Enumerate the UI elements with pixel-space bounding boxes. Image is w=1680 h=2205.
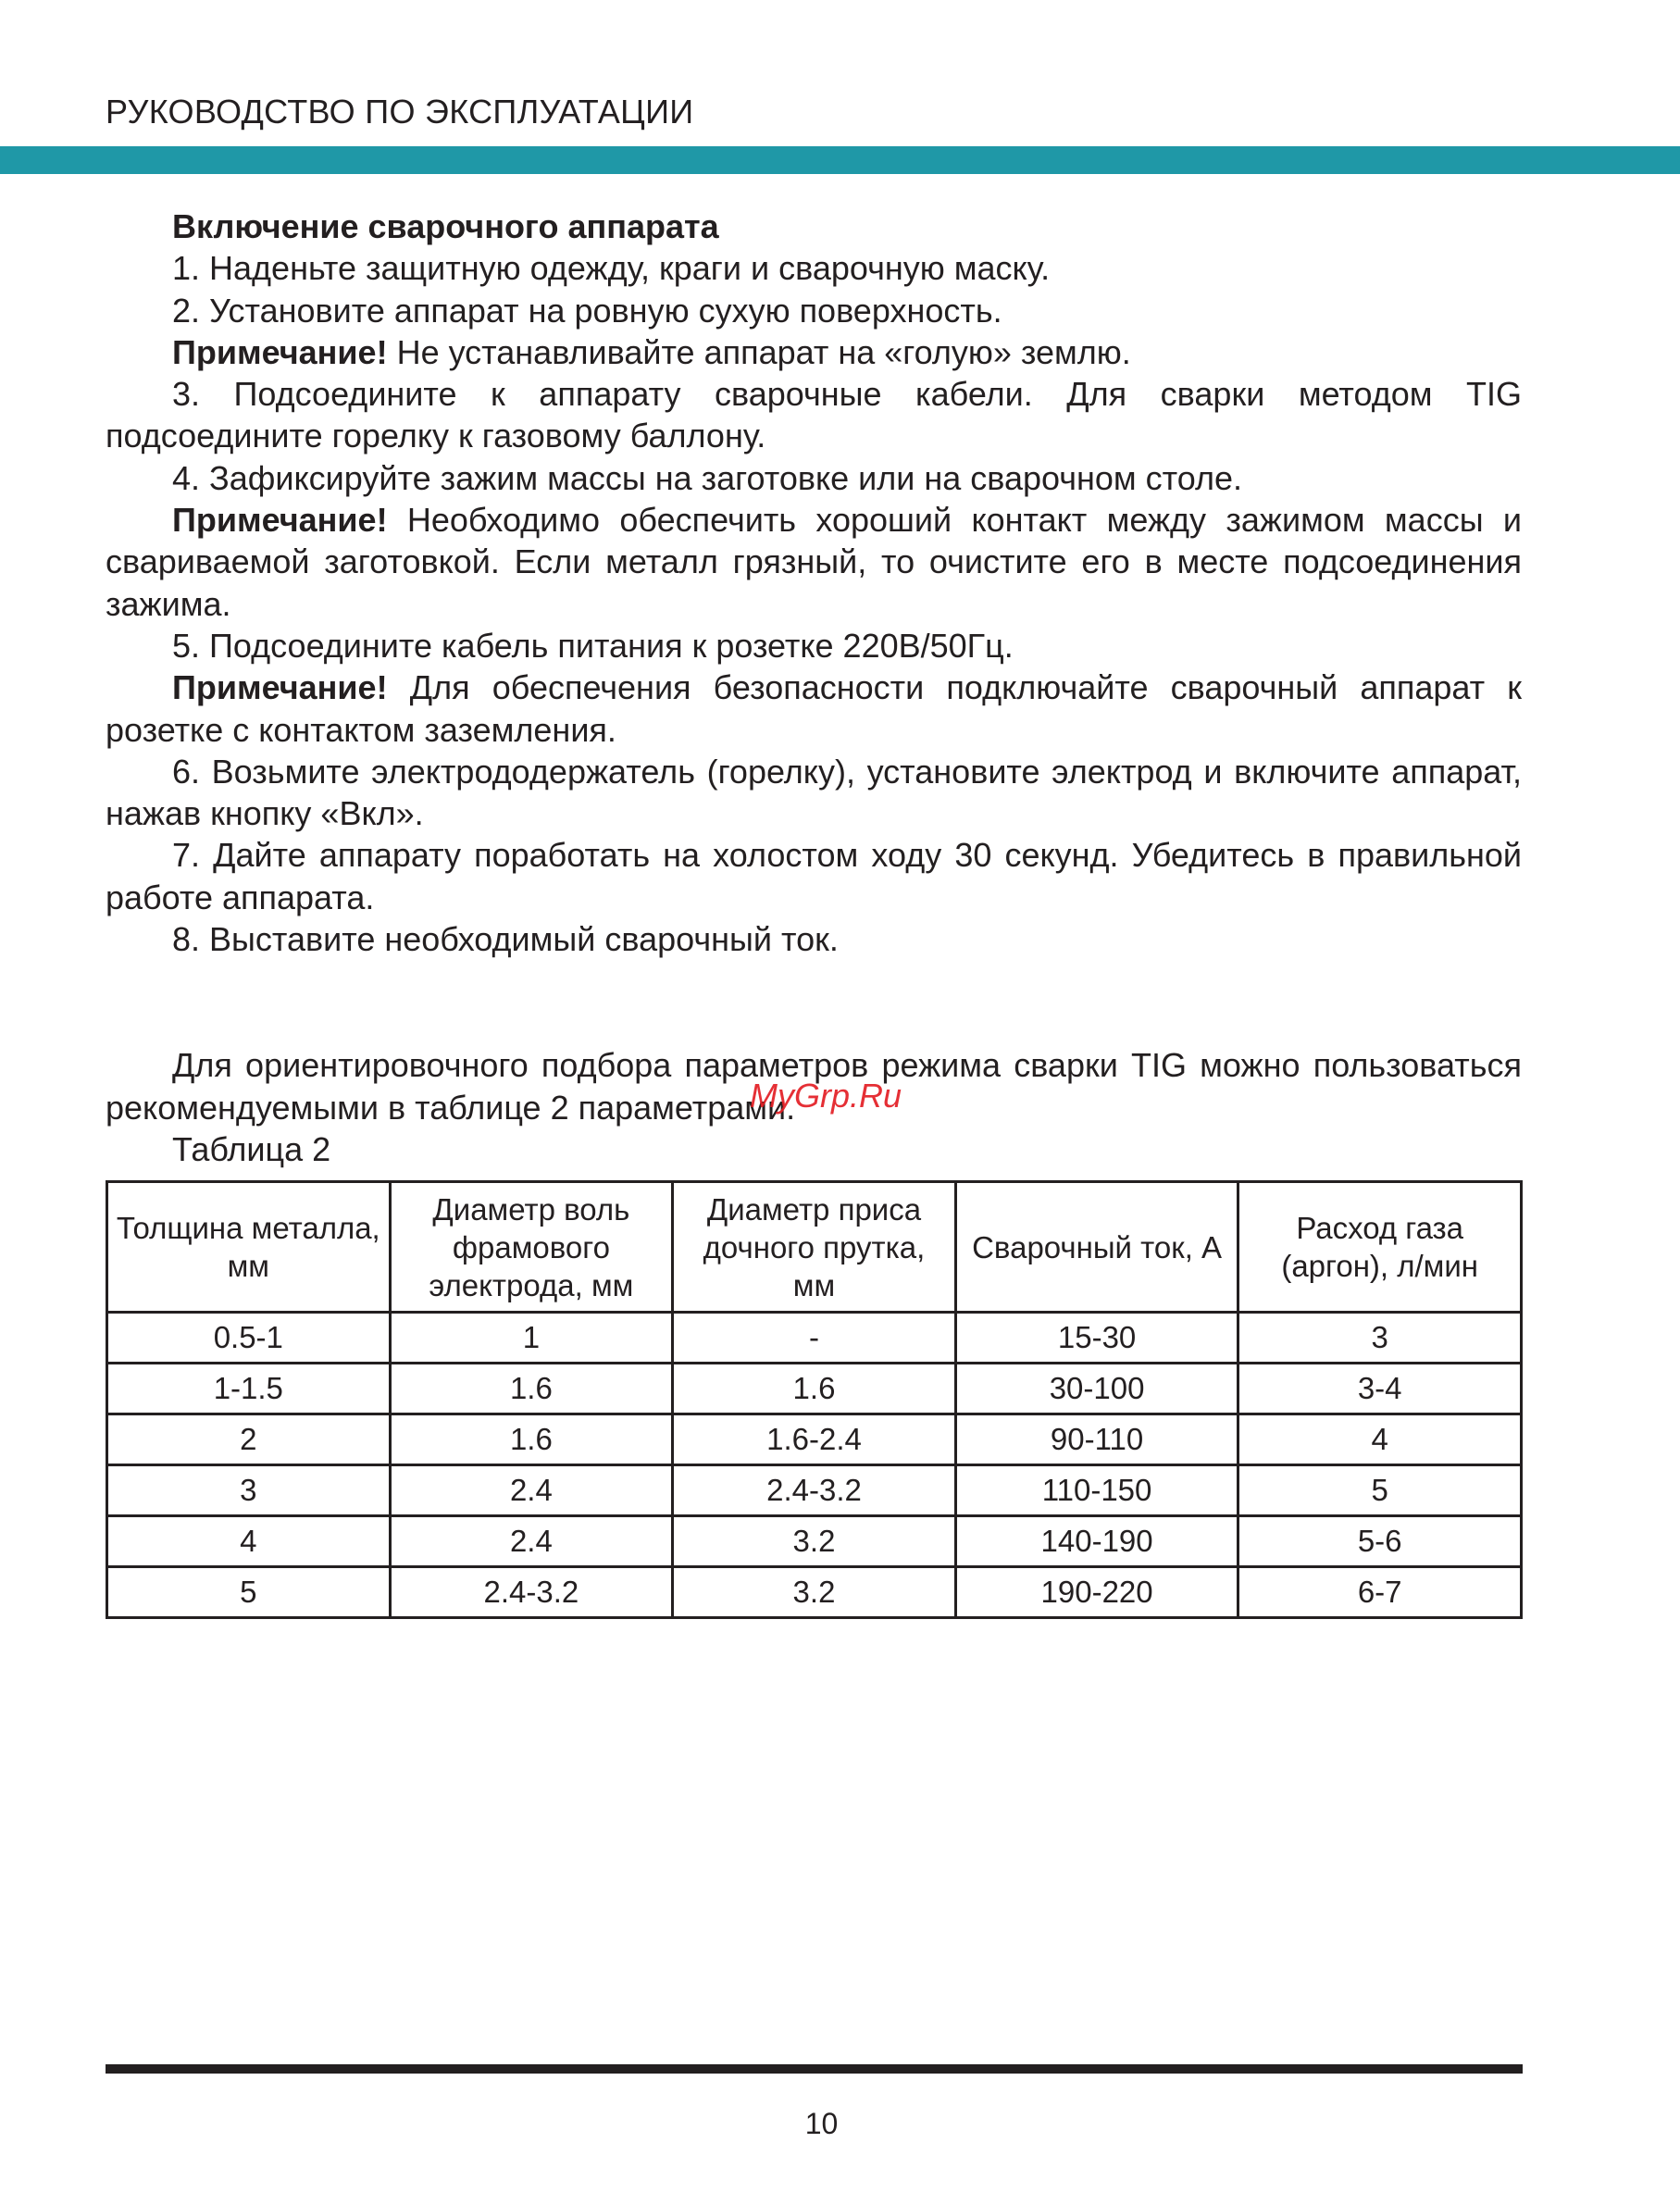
table-cell: 3.2 [673,1516,956,1567]
table-cell: 2.4-3.2 [673,1465,956,1516]
table-cell: - [673,1313,956,1364]
step-1: 1. Наденьте защитную одежду, краги и сварочную маску. [172,249,1051,288]
table-cell: 140-190 [955,1516,1238,1567]
footer-rule [106,2064,1523,2074]
column-header: Диаметр воль фрамового электрода, мм [390,1182,673,1313]
table-cell: 3-4 [1238,1364,1522,1414]
table-cell: 2.4-3.2 [390,1567,673,1618]
table-cell: 15-30 [955,1313,1238,1364]
table-row [107,1313,1522,1364]
table-cell: 6-7 [1238,1567,1522,1618]
table-cell: 3 [107,1465,391,1516]
table-cell: 2 [107,1414,391,1465]
note-text: Необходимо обеспечить хороший контакт между зажимом массы и свариваемой заготовкой. Если металл грязный, то очистите его в месте подсоединения зажима. [106,501,1522,623]
spacer [106,960,1522,1044]
note-label: Примечание! [172,668,388,707]
table-cell: 0.5-1 [107,1313,391,1364]
section-heading: Включение сварочного аппарата [172,207,719,245]
table-caption: Таблица 2 [172,1129,331,1168]
table-cell: 3.2 [673,1567,956,1618]
note-label: Примечание! [172,332,388,371]
note-2 [106,499,1522,625]
note-text: Не устанавливайте аппарат на «голую» землю. [387,332,1131,371]
note-1 [106,331,1522,373]
step-7: 7. Дайте аппарату поработать на холостом ходу 30 секунд. Убедитесь в правильной работе аппарата. [106,836,1522,916]
table-cell: 5 [1238,1465,1522,1516]
step-4: 4. Зафиксируйте зажим массы на заготовке или на сварочном столе. [172,458,1243,497]
table-row [107,1364,1522,1414]
table-cell: 4 [1238,1414,1522,1465]
table-cell: 1.6 [390,1414,673,1465]
note-text: Для обеспечения безопасности подключайте сварочный аппарат к розетке с контактом заземления. [106,668,1522,749]
table-cell: 1 [390,1313,673,1364]
table-cell: 2.4 [390,1465,673,1516]
column-header: Сварочный ток, А [955,1182,1238,1313]
step-3: 3. Подсоедините к аппарату сварочные кабели. Для сварки методом TIG подсоедините горелку к газовому баллону. [106,375,1522,455]
note-3 [106,666,1522,751]
table-cell: 190-220 [955,1567,1238,1618]
table-cell: 1.6 [673,1364,956,1414]
step-6: 6. Возьмите электрододержатель (горелку), установите электрод и включите аппарат, нажав кнопку «Вкл». [106,752,1522,833]
header-band [0,146,1680,174]
table-cell: 1-1.5 [107,1364,391,1414]
table-row [107,1414,1522,1465]
table-row [107,1465,1522,1516]
page-number: 10 [804,2107,839,2140]
table-intro: Для ориентировочного подбора параметров режима сварки TIG можно пользоваться рекомендуемыми в таблице 2 параметрами. [106,1046,1522,1127]
table-row [107,1516,1522,1567]
table-cell: 30-100 [955,1364,1238,1414]
step-8: 8. Выставите необходимый сварочный ток. [172,920,839,959]
table-cell: 5 [107,1567,391,1618]
page-content [106,206,1522,1170]
table-cell: 90-110 [955,1414,1238,1465]
table-cell: 2.4 [390,1516,673,1567]
table-cell: 1.6-2.4 [673,1414,956,1465]
table-cell: 4 [107,1516,391,1567]
column-header: Расход газа (аргон), л/мин [1238,1182,1522,1313]
table-cell: 1.6 [390,1364,673,1414]
table-cell: 5-6 [1238,1516,1522,1567]
table-cell: 3 [1238,1313,1522,1364]
column-header: Толщина металла, мм [107,1182,391,1313]
step-5: 5. Подсоедините кабель питания к розетке 220В/50Гц. [172,626,1014,665]
parameters-table [106,1180,1523,1619]
table-header-row [107,1182,1522,1313]
table-row [107,1567,1522,1618]
watermark: MyGrp.Ru [750,1077,902,1115]
running-header: РУКОВОДСТВО ПО ЭКСПЛУАТАЦИИ [106,93,694,131]
table-cell: 110-150 [955,1465,1238,1516]
column-header: Диаметр приса дочного прутка, мм [673,1182,956,1313]
step-2: 2. Установите аппарат на ровную сухую поверхность. [172,291,1002,330]
note-label: Примечание! [172,501,388,540]
